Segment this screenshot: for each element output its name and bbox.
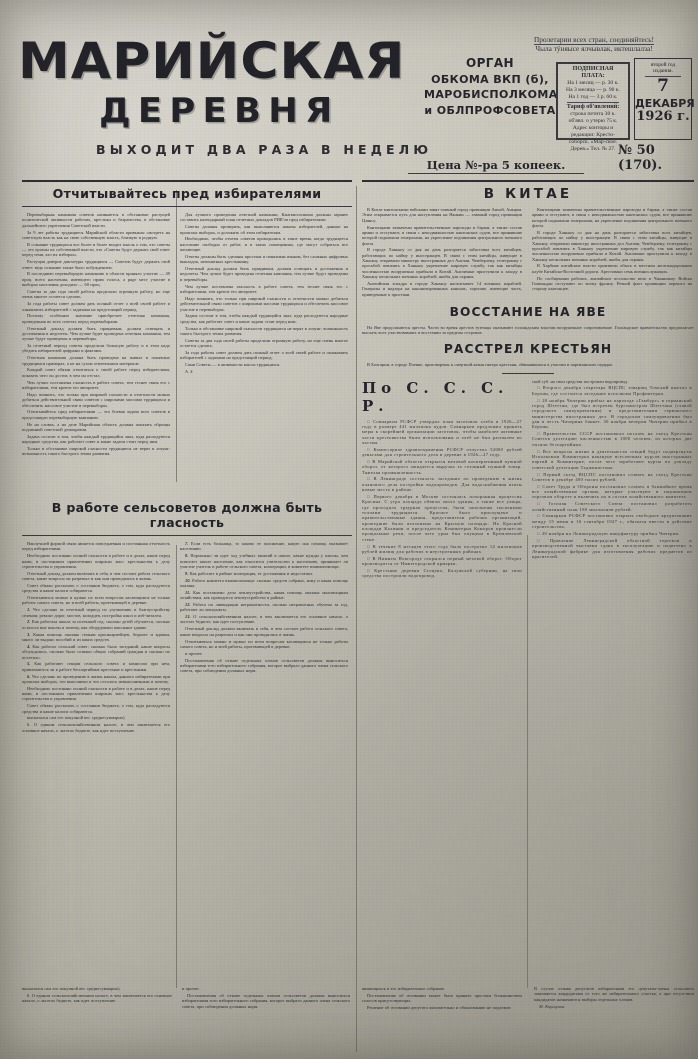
paragraph: Совет обязан рассказать о состоянии бюджета, о том, куда расходуются средства и какие налоги собираются.	[22, 582, 170, 594]
date-day: 7	[657, 75, 669, 96]
paragraph: 6. О едином сельскохозяйственном налоге, в чем заключается его основное начало, о льготах бедноте, как идет поступление.	[22, 992, 172, 1004]
paragraph: Наилучшей формой связи является повседневная и постоянная отчетность перед избирателями.	[22, 541, 170, 552]
paragraph: Только в обстановке широкой гласности трудящиеся не верят в лозунг: возможность такого быстрого темпа развития.	[180, 325, 348, 336]
list-item-text: Если есть больница, то каково ее положение, какую она помощь оказывает населению.	[180, 541, 348, 552]
news-item: □ Комиссариат здравоохранения РСФСР отпустил 52000 рублей деньгами для строительного дела в деревне в 1926—27 году.	[362, 447, 522, 458]
paragraph: Не на словах, а на деле Марийская область должна показать образцы подлинной советской демократии.	[22, 421, 170, 432]
paragraph: Отчетная кампания должна быть проведена на живых и понятных трудящимся примерах, а не на сухом отвлеченном материале.	[22, 355, 170, 366]
list-item	[22, 661, 170, 672]
paragraph: Кантонцами захвачены правительственные пароходы и баржи, а также состав армии и отступают, в связи с неподвижностью кантонских судов, все принявшие которой поднимали генералами, на укрепление подчинения центрального военного флота.	[362, 224, 522, 246]
list-item	[22, 607, 170, 618]
issue-number: № 50 (170).	[618, 143, 662, 173]
paragraph: и прочее.	[185, 650, 203, 656]
address-heading: Адрес конторы и	[572, 125, 614, 131]
ads-heading: Тариф об'явлений:	[566, 104, 620, 110]
paragraph: Необходимо постоянно полной гласности в работе и в делах, какие перед нами, в постоянном привлечении широких масс крестьянства к делу строительства и управления.	[22, 685, 170, 702]
list-item-text: О сельскохозяйственном налоге, в чем заключается его основное начало, о льготах бедноте, как идет поступление.	[180, 614, 348, 625]
list-item	[180, 553, 348, 569]
paragraph: За года работы совет должен дать полный отчет о всей своей работе и ознакомить избирателей с задачами на предстоящий период.	[22, 301, 170, 312]
list-item-text: Что сделано за отчетный период по улучшению и благоустройству селения: ремонт дорог, мостов, колодцев, постройка школ и изб-читален.	[22, 607, 170, 618]
list-item	[22, 674, 170, 685]
paragraph: Отчетный доклад должен быть правдивым, должен освещать и достижения и недочеты. Чем лучше будет проведена отчетная кампания, тем лучше будут проведены и перевыборы.	[180, 266, 348, 282]
selsovet-article	[22, 500, 352, 735]
paragraph: Совет обязан рассказать о состоянии бюджета, о том, куда расходуются средства и какие налоги собираются.	[22, 703, 170, 714]
news-item: □ В Нижнем Новгороде открылся первый меховой оборот. Оборот производится от Нижегородской ярмарки.	[362, 556, 522, 567]
tail-column-2	[182, 986, 350, 1010]
paragraph: Советы за два года своей работы проделали огромную работу, но еще очень многое остается сделать.	[22, 288, 170, 300]
paragraph: На Яве продолжаются аресты. Части во время арестов туземцы оказывают голландским властям вооруженное сопротивление. Голландское правительство предполагает выслать всех участвовавших в восстании за пределы островов.	[362, 324, 694, 335]
news-item: □ Госплан Советского Союза постановил разработать хозяйственный план 180 миллионов рублей.	[532, 501, 692, 512]
paragraph: Советы за два года своей работы проделали огромную работу, но еще очень многое остается сделать.	[180, 337, 348, 349]
ads-line-2: об'явл. о утерю 75 к.	[568, 118, 618, 124]
year-note-2: издания.	[653, 68, 673, 75]
list-item	[22, 619, 170, 630]
lead-article	[22, 186, 352, 458]
slogan-mari: Чыла тӱняысе ялчывлак, иктешлалза!	[535, 43, 653, 53]
ads-line-1: строка петита 30 к.	[570, 111, 616, 117]
paragraph: Надо помнить, что только при широкой гласности и отчетности можно добиться действительной связи советов с широкими массами трудящихся и обеспечить массовое участие в перевыборах.	[22, 391, 170, 408]
subscription-heading: ПОДПИСНАЯ ПЛАТА:	[572, 66, 614, 79]
paragraph: Кантонцами захвачены правительственные пароходы и баржи, а также состав армии и отступают, в связи с неподвижностью кантонских судов, все принявшие которой поднимали генералами, на укрепление подчинения центрального военного флота.	[532, 207, 692, 229]
list-item-text: Как работала школа за истекший год: сколько детей обучается, сколько осталось вне школы и почему, как оборудовано школьное здание.	[22, 619, 171, 630]
paragraph: По сообщениям рабочих, английское посольство вело в Чжаньчжоу. Войска Гоминьдан отступают по всему фронту. Речной флот провинции перешел на сторону кантонцев.	[532, 275, 692, 292]
list-item-text: Нормально ли идет ход учебных занятий в школе, какие нужды у школы, чем помогает школе население, как относится учительство к населению, принимает ли участие учитель в работе сельского совета, кооперации, в комитете взаимопомощи.	[180, 553, 348, 569]
list-item-text: Как работал сельский совет: сколько было заседаний, какие вопросы обсуждались, сколько было созвано общих собраний граждан и сколько их посетило.	[22, 643, 170, 660]
paragraph: ской губ. на свои средства построили водопровод.	[532, 378, 628, 384]
selsovet-col-a	[22, 541, 170, 735]
address-line-3: Дерев.» Тел. № 27.	[570, 146, 616, 152]
paragraph: В Харбине китайские власти произвели обыск в местном железнодорожном клубе Китайско-Восточной дороги. Арестовано семь военнослужащих.	[532, 263, 692, 274]
china-col-b	[532, 207, 692, 299]
news-item: □ Совет Труда и Обороны постановил созвать в ближайшее время все хозяйственные органы, которые участвуют в заграничном торговом обороте и включить их в состав хозяйственного комитета.	[532, 484, 692, 500]
news-item: □ 20 ноября на Ленинградскую мануфактуру прибыл Чичерин.	[532, 531, 692, 536]
news-item: □ В течение 8 месяцев этого года было построено 14 миллионов рублей жилищ для рабочих в неустроенных районах.	[362, 544, 522, 555]
list-item	[180, 602, 348, 613]
masthead-subtitle: ВЫХОДИТ ДВА РАЗА В НЕДЕЛЮ	[96, 142, 433, 157]
address-line-2: соборск. «Мар-ское.	[568, 139, 618, 145]
slogan-block	[492, 36, 696, 53]
list-item	[180, 614, 348, 625]
list-item-number: 4.	[27, 643, 31, 649]
selsovet-col-b	[180, 541, 348, 735]
paragraph: Постановления об отзыве отдельных членов сельсоветов должны выноситься избирателями того избирательного собрания, которое выбрало данного члена сельского совета, при соблюдении должных норм.	[182, 992, 350, 1009]
ussr-col-b	[532, 379, 692, 581]
divider-top-right	[362, 180, 694, 182]
news-item: □ В Марийской области открылся меховой кооперативный пушной оборот, от которого ожидается выручка за сезонный пушной товар. Тяжелая промышленность.	[362, 459, 522, 475]
page-title	[18, 32, 434, 134]
list-item-text: Как работают секции сельского совета и комиссии при нем, привлекаются ли к работе беспартийные крестьяне и крестьянки.	[22, 661, 170, 672]
list-item	[180, 541, 348, 552]
news-item: □ В Ленинграде состоялось заседание по проведению в жизнь планового дела постройки водопроводов. Для водоснабжения взяты новые места в районе.	[362, 476, 522, 492]
subscription-rate-1y: На 1 год — 3 р. 60 к.	[568, 94, 618, 100]
list-item-number: 9.	[185, 570, 189, 576]
organ-line-4: и ОБЛПРОФСОВЕТА	[424, 103, 556, 117]
paragraph: Чем лучше поставлена гласность в работе совета, тем теснее связь его с избирателями, тем крепче его авторитет.	[22, 379, 170, 390]
paragraph: Растущая доверие диктатуры трудящихся — Советов будут держать свой ответ: ведь сознание также было побуждением.	[22, 259, 170, 270]
news-item: □ Совнарком РСФСР утвердил план заготовок хлеба в 1926—27 году в размере 441 миллиона пудов. Совнарком предложил принять меры к скорейшей организации заготовок, чтобы наиболее активные части крестьянства были использованы и хлеб не был распылен по частям.	[362, 419, 522, 446]
paragraph: За 9 лет работы трудящиеся Марийской области привыкли смотреть на советскую власть как на свою собственную власть, близкую и родную.	[22, 229, 170, 240]
paragraph: Отчеты должны быть сделаны простым и понятным языком, без сложных цифровых выкладок, непонятных крестьянину.	[180, 253, 348, 265]
list-item	[22, 632, 170, 643]
list-item-number: 11.	[185, 589, 191, 595]
paragraph: Отчетный доклад должен быть правдивым, должен освещать и достижения и недочеты. Чем лучше будет проведена отчетная кампания, тем лучше будут проведены и перевыборы.	[22, 325, 170, 342]
ussr-col-a	[362, 379, 522, 581]
paragraph: Каждый совет обязан отчитаться о своей работе перед избирателями, показать чего он достиг, в чем он отстал.	[22, 367, 170, 378]
china-headline: В КИТАЕ	[483, 186, 573, 202]
address-line-1: редакции: Кресто-	[571, 132, 615, 138]
paragraph: Надо помнить, что только при широкой гласности и отчетности можно добиться действительной связи советов с широкими массами трудящихся и обеспечить массовое участие в перевыборах.	[180, 295, 348, 312]
tail-column-3	[362, 986, 522, 1012]
paragraph: Отчитывайтесь пред избирателями — это боевая задача всех советов в предстоящую перевыборную кампанию.	[22, 409, 170, 420]
list-item	[22, 644, 170, 660]
paragraph: Английская эскадра в городе Ханькоу насчитывает 14 военных кораблей. Генералы и надзора на канонизированных канонах, хорошие, имеющие часть, приведенные к пристани.	[362, 280, 522, 297]
paragraph: Для лучшего проведения отчетной кампании, Канткисполкома должны заранее составить календарный план отчетных докладов РИК'ов пред избирателями.	[180, 212, 348, 223]
lead-col-b	[180, 212, 348, 458]
subscription-rate-1m: На 1 месяц — р. 30 к.	[567, 80, 619, 86]
paragraph: и прочее.	[182, 986, 200, 991]
paragraph: В последнюю перевыборную кампанию в области приняло участие — 49 проц. всего населения, имеющего право голоса, а ряде мест участие в выборах населения доходило — 60 проц.	[22, 271, 170, 288]
list-item-number: 2.	[27, 619, 31, 625]
paragraph: Решение об отозвании депутата окончательно и обжалованию не подлежит.	[367, 1005, 512, 1011]
paragraph: В сознание трудящихся все более и более входит мысль о том, что советы — это органы их собственной власти, что «Советы будут держать свой ответ перед теми, кто их избирал».	[22, 241, 170, 258]
paragraph: Задача состоит в том, чтобы каждый трудящийся знал, куда расходуются народные средства, как работает совет и какие задачи стоят перед ним.	[22, 433, 170, 445]
subscription-box	[556, 62, 630, 152]
byline: М. Коршунов.	[539, 1003, 566, 1009]
organ-line-1: ОРГАН	[466, 56, 514, 70]
list-item-number: 12.	[185, 601, 191, 607]
list-item	[180, 571, 348, 576]
date-year: 1926 г.	[636, 108, 690, 124]
byline: А. З.	[185, 368, 194, 374]
list-item-text: Какая помощь оказана семьям красноармейцев, бедноте и вдовам, много ли выдано пособий и из каких средств.	[22, 631, 171, 642]
paragraph: Необходимо, чтобы отчеты советов проводились в такое время, когда трудящееся население свободно от работ, и в таких помещениях, где могут собраться все желающие.	[180, 236, 348, 253]
java-headline: ВОССТАНИЕ НА ЯВЕ	[449, 304, 607, 319]
organ-line-3: МАРОБИСПОЛКОМА	[424, 88, 558, 101]
news-item: □ Правительство СССР постановило послать на съезд Крестьян Советов делегацию численностью в 1000 человек, из которых две тысячи беспартийных.	[532, 431, 692, 447]
tail-column-4	[534, 986, 694, 1010]
paragraph: В городе Ханькоу со дня на день разгорается забастовка всех китайцев, работающих по найму у иностранцев. В связи с этим китайцы, живущие в Ханькоу, отправили министру иностранных дел Англии, Чемберлену, телеграмму с просьбой повлиять в Ханькоу укрепление мировую службу, так как китайцы численностью вооруженно прибыли в Китай. Англичане приступили к заходу в Ханькоу нескольких военных кораблей, якобы для охраны.	[362, 247, 522, 280]
list-item-number: 5.	[27, 661, 31, 667]
list-item-text: 6. О едином сельскохозяйственном налоге, в чем заключается его основное начало, о льготах бедноте, как идет поступление.	[22, 722, 170, 733]
list-item	[180, 590, 348, 601]
paragraph: Сами Советы — в активности массы трудящихся.	[185, 362, 281, 368]
paragraph: В случае отзыва депутатов избирателями его депутаты-члены сельсовета заменяются кандидатами от того же избирательного участка, а при отсутствии кандидатов назначаются выборы отдельных членов.	[534, 986, 694, 1002]
news-item: □ 20 ноября Чичерин прибыл на пароходе «Гамбург» в германский город Штеттин, где был встречен бургомистром Штеттина (главой городского самоуправления) и представителями германского министерства иностранных дел. В городском самоуправлении был дан в честь Чичерина банкет. 30 ноября вечером Чичерин прибыл в Берлин.	[532, 398, 692, 430]
list-item	[22, 722, 170, 733]
list-item-number: 6.	[27, 673, 31, 679]
paragraph: Отчетный доклад должен включать в себя, в чем состоит работа сельского совета, какие вопросы он разрешал и как они проводились в жизнь.	[180, 626, 348, 637]
list-item-number: 1.	[27, 607, 31, 613]
list-item-number: 3.	[27, 631, 31, 637]
masthead-line-2: ДЕРЕВНЯ	[99, 91, 340, 131]
ussr-headline: По С. С. С. Р.	[362, 378, 509, 415]
paragraph: Чем лучше поставлена гласность в работе совета, тем теснее связь его с избирателями, тем крепче его авторитет.	[180, 283, 348, 294]
news-item: □ Крестьяне деревни Стоцено, Калужской губернии, на свои средства построили водопровод.	[362, 568, 522, 579]
paragraph: За отчетный период советы проделали большую работу и в этом надо убедить избирателей цифрами и фактами.	[22, 343, 170, 354]
lead-col-a	[22, 212, 170, 458]
paragraph: В Китае кантонскими войсками занят главный город провинции Анхой, Аньцин. Этим открывается путь для наступления на Нанкин — главный город провинции Цзянсу.	[362, 207, 522, 223]
shooting-headline: РАССТРЕЛ КРЕСТЬЯН	[443, 342, 613, 357]
masthead	[0, 0, 698, 172]
lead-headline: Отчитывайтесь пред избирателями	[52, 186, 322, 201]
divider-vertical-right	[527, 535, 528, 988]
china-col-a	[362, 207, 522, 299]
list-item-number: 13.	[185, 614, 191, 620]
list-item-number: 8.	[185, 553, 189, 559]
news-item: □ Совнарком РСФСР постановил открыть свободное кредитование между 15 июня и 16 сентября 1927 г., обязался ввести в действие строительства.	[532, 513, 692, 529]
news-item: □ Правление Ленинградской областной торговли и производственной выставки сдано в эксплуатацию и подвезено к Ленинградской фабрике для изготовления рабочих предметов из красителей.	[532, 538, 692, 559]
paragraph: Постановление об отозвании может быть принято простым большинством голосов присутствующих.	[362, 992, 522, 1004]
paragraph: Отчитываться можно и нужно по всем вопросам касающимся не только работы самого совета, но и всей работы, протекающей в деревне.	[180, 638, 348, 649]
paragraph: высказался сам его покупной вес среднесуммарно).	[27, 715, 126, 721]
subscription-rate-3m: На 3 месяца — р. 90 к.	[566, 87, 620, 93]
news-item: □ Первый съезд ВЦСПС постановил созвать на съезд Крестьян Советов в декабре 400 тысяч рублей.	[532, 472, 692, 483]
price-label: Цена №-ра 5 копеек.	[408, 158, 584, 174]
paragraph: В Болгарии, в городе Плевне, приговорены к смертной казни пятеро крестьян, обвинявшихся в участии в партизанских отрядах.	[367, 362, 614, 368]
list-item-number: 7.	[185, 541, 189, 546]
date-month: ДЕКАБРЯ	[635, 96, 695, 110]
list-item	[180, 578, 348, 589]
paragraph: Отчитываться можно и нужно по всем вопросам касающимся не только работы самого совета, но и всей работы, протекающей в деревне.	[22, 595, 170, 606]
slogan-russian: Пролетарии всех стран, соединяйтесь!	[534, 35, 654, 44]
list-item-text: Как работает в районе кооперация, ее достижения и недостатки.	[189, 570, 313, 576]
year-note-1: второй год	[650, 62, 676, 68]
divider-vertical-center	[356, 186, 357, 1052]
paragraph: В городе Ханькоу со дня на день разгорается забастовка всех китайцев, работающих по найму у иностранцев. В связи с этим китайцы, живущие в Ханькоу, отправили министру иностранных дел Англии, Чемберлену, телеграмму с просьбой повлиять в Ханькоу укрепление мировую службу, так как китайцы численностью вооруженно прибыли в Китай. Англичане приступили к заходу в Ханькоу нескольких военных кораблей, якобы для охраны.	[532, 229, 692, 262]
paragraph: Постановления об отзыве отдельных членов сельсоветов должны выноситься избирателями того избирательного собрания, которое выбрало данного члена сельского совета, при соблюдении должных норм.	[180, 657, 348, 674]
paragraph: Отчетный доклад должен включать в себя, в чем состоит работа сельского совета, какие вопросы он разрешал и как они проводились в жизнь.	[22, 570, 170, 582]
list-item-text: Как поставлено дело землеустройства, какая помощь оказана маломощным хозяйствам, как проводится землеустройство в районе.	[180, 589, 348, 601]
list-item-text: Работа комитета взаимопомощи: сколько средств собрано, кому и какая помощь оказана.	[180, 577, 349, 588]
paragraph: За года работы совет должен дать полный отчет о всей своей работе и ознакомить избирателей с задачами на предстоящий период.	[180, 349, 348, 361]
masthead-line-1: МАРИЙСКАЯ	[18, 32, 406, 90]
paragraph: Поэтому особенное значение приобретает отчетная кампания, проведенная во всех советах перед перевыборами.	[22, 313, 170, 324]
organ-line-2: ОБКОМА ВКП (б),	[431, 72, 549, 86]
foreign-news-section	[362, 186, 694, 580]
tail-column-1	[22, 986, 172, 1005]
paragraph: Задача состоит в том, чтобы каждый трудящийся знал, куда расходуются народные средства, как работает совет и какие задачи стоят перед ним.	[180, 313, 348, 324]
paragraph: являющихся в это избирательное собрание.	[362, 986, 445, 991]
list-item-number: 10.	[185, 577, 191, 583]
news-item: □ Все вопросы жизни и деятельности секций будут подвергнуты Исполкомом Коминтерна накануне всесоюзных курсов иностранных партий в Коминтерне, после чего заработают курсы по докладу советской делегации Таджикистана.	[532, 449, 692, 470]
divider-top-left	[22, 180, 352, 182]
list-item-text: Что сделано по проведению в жизнь наказа, данного избирателями при прошлых выборах, что выполнено и что осталось невыполненным и почему.	[22, 673, 170, 684]
selsovet-headline: В работе сельсоветов должна быть гласность	[51, 500, 323, 530]
date-box	[634, 58, 695, 140]
news-item: □ Второго декабря секретарь ВЦСПС товарищ Томский выехал в Берлин, где состоится заседание исполкома Профинтерна.	[532, 385, 692, 396]
paragraph: Необходимо постоянно полной гласности в работе и в делах, какие перед нами, в постоянном привлечении широких масс крестьянства к делу строительства и управления.	[22, 553, 170, 569]
paragraph: Только в обстановке широкой гласности трудящиеся не верят в лозунг: возможность такого быстрого темпа развития.	[22, 445, 170, 457]
paragraph: Советы должны проверить, как выполняются наказы избирателей, данные на прошлых выборах, и доложить об этом избирателям.	[180, 224, 348, 235]
paragraph: Перевыборная кампания советов начинается в обстановке растущей политической активности рабочих, крестьян и батрачества, в обстановке дальнейшего укрепления Советской власти.	[22, 212, 170, 228]
news-item: □ Первого декабря в Москве состоялась похоронная процессия Красина. С утра площадь обвили около здания, а также все улицы, где проходила траурная процессия, были заполнены тысячными толпами трудящихся. Красное было приспущено и правительственные здания, представители рабочих организаций, прошедшие были возложены на Красную площадь. На Красной площади Калинин и председатель Коминтерна Коморов произнесли прощальные речи, после чего урна был опущена в Кремлевской стене.	[362, 494, 522, 542]
paragraph: высказался сам его покупной вес среднесуммарно).	[22, 986, 121, 991]
organ-block	[424, 56, 556, 118]
list-item-text: Работа по ликвидации неграмотности, сколько неграмотных обучено за год, работают ли ликпункты.	[180, 601, 348, 613]
